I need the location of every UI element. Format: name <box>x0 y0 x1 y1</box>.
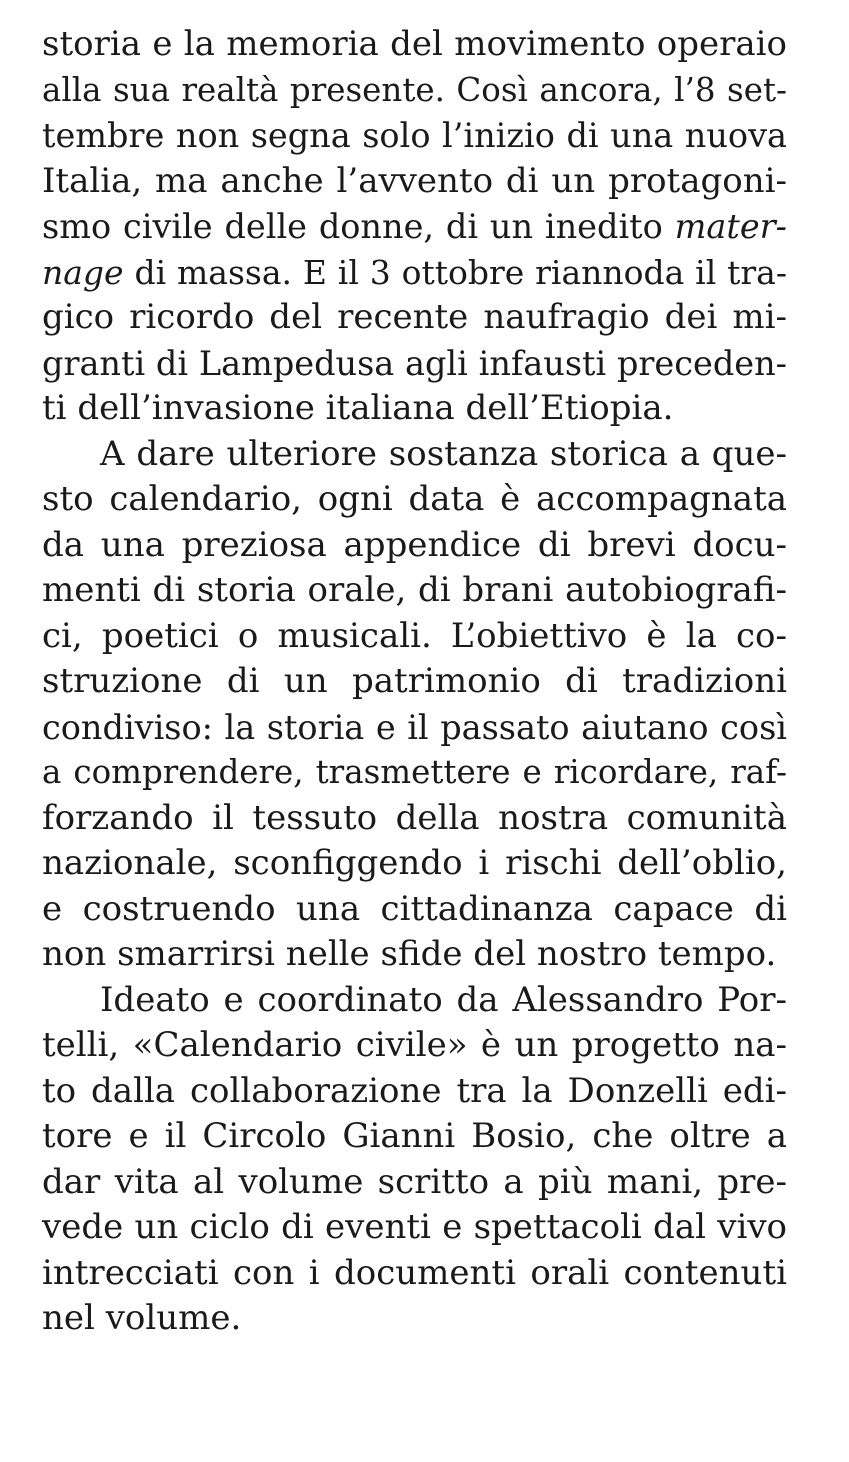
text-line: struzione di un patrimonio di tradizioni <box>42 661 787 701</box>
text-line: da una preziosa appendice di brevi docu- <box>42 524 787 565</box>
text-line: intrecciati con i documenti orali contenuti <box>42 1252 787 1293</box>
text-line: telli, «Calendario civile» è un progetto na- <box>42 1025 787 1065</box>
text-line: Italia, ma anche l’avvento di un protagoni- <box>42 160 787 201</box>
text-line: forzando il tessuto della nostra comunità <box>42 797 787 838</box>
text-line <box>42 204 787 250</box>
text-line: ci, poetici o musicali. L’obiettivo è la co- <box>42 615 787 656</box>
text-line: nazionale, sconfiggendo i rischi dell’oblio, <box>42 843 787 883</box>
text-line: granti di Lampedusa agli infausti preceden- <box>42 343 787 383</box>
text-fragment: di massa. E il 3 ottobre riannoda il tra- <box>134 252 787 292</box>
paragraph-3 <box>42 978 787 1342</box>
text-line: alla sua realtà presente. Così ancora, l’8 set- <box>42 70 787 109</box>
italic-word: mater- <box>674 207 787 246</box>
text-line: nel volume. <box>42 1298 242 1338</box>
text-line: menti di storia orale, di brani autobiografi- <box>42 570 787 610</box>
text-line: storia e la memoria del movimento operaio <box>42 24 787 64</box>
text-line: A dare ulteriore sostanza storica a que- <box>100 433 787 474</box>
text-line: a comprendere, trasmettere e ricordare, raf- <box>42 753 787 791</box>
paragraph-2 <box>42 432 787 978</box>
text-line: Ideato e coordinato da Alessandro Por- <box>100 979 787 1020</box>
text-line: to dalla collaborazione tra la Donzelli edi- <box>42 1070 787 1111</box>
text-fragment: smo civile delle donne, di un inedito <box>42 207 663 246</box>
italic-word: nage <box>42 252 124 292</box>
body-text <box>42 22 787 1342</box>
text-line: non smarrirsi nelle sfide del nostro tempo. <box>42 934 777 974</box>
text-line: vede un ciclo di eventi e spettacoli dal vivo <box>42 1207 787 1247</box>
text-line <box>42 250 787 296</box>
text-line: sto calendario, ogni data è accompagnata <box>42 479 787 519</box>
text-line: tore e il Circolo Gianni Bosio, che oltre a <box>42 1116 787 1156</box>
text-line: dar vita al volume scritto a più mani, pre- <box>42 1161 787 1202</box>
text-line: gico ricordo del recente naufragio dei mi- <box>42 297 787 337</box>
text-line: condiviso: la storia e il passato aiutano così <box>42 707 787 747</box>
text-line: ti dell’invasione italiana dell’Etiopia. <box>42 388 674 428</box>
paragraph-1 <box>42 22 787 432</box>
text-line: tembre non segna solo l’inizio di una nuova <box>42 116 787 155</box>
text-line: e costruendo una cittadinanza capace di <box>42 888 787 929</box>
